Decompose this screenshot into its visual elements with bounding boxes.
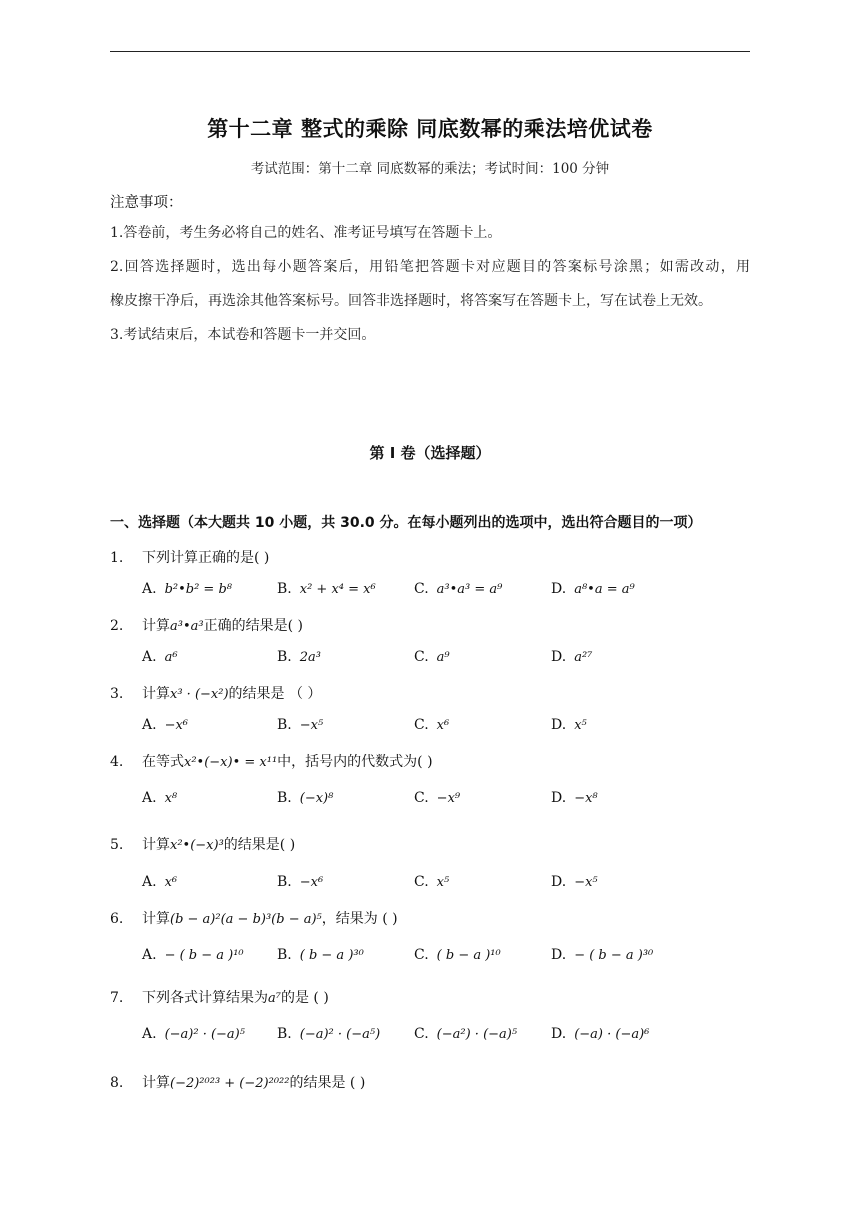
question-4: [110, 751, 433, 771]
question-stem-end: 的结果是 ( ): [289, 1075, 366, 1091]
option-a[interactable]: A. −x⁶: [142, 717, 188, 733]
question-2: [110, 615, 303, 635]
option-d[interactable]: D. −x⁵: [551, 874, 598, 890]
option-b[interactable]: B. x² + x⁴ = x⁶: [277, 581, 376, 597]
option-d[interactable]: D. a⁸•a = a⁹: [551, 581, 635, 597]
question-1: [110, 547, 269, 567]
option-a[interactable]: A. x⁸: [142, 790, 178, 806]
option-b[interactable]: B. 2a³: [277, 649, 321, 665]
question-stem: 计算: [142, 1075, 170, 1091]
question-stem-end: 正确的结果是( ): [203, 618, 303, 634]
question-8: [110, 1072, 365, 1092]
option-c[interactable]: C. −x⁹: [414, 790, 461, 806]
option-d[interactable]: D. a²⁷: [551, 649, 593, 665]
question-3: [110, 683, 321, 703]
question-number: 3.: [110, 686, 124, 702]
notice-item-2-cont: 橡皮擦干净后，再选涂其他答案标号。回答非选择题时，将答案写在答题卡上，写在试卷上无效。: [110, 293, 712, 309]
question-6: [110, 908, 398, 928]
question-stem-end: 中，括号内的代数式为( ): [277, 754, 433, 770]
notice-item-3: 3.考试结束后，本试卷和答题卡一并交回。: [110, 327, 376, 343]
question-expression: x²•(−x)• = x¹¹: [184, 755, 278, 770]
question-stem: 下列计算正确的是( ): [142, 550, 270, 566]
question-5: [110, 834, 295, 854]
question-expression: (b − a)²(a − b)³(b − a)⁵: [170, 912, 322, 927]
question-number: 1.: [110, 550, 124, 566]
notice-list: [110, 216, 750, 352]
option-b[interactable]: B. (−x)⁸: [277, 790, 334, 806]
notice-item-1: 1.答卷前，考生务必将自己的姓名、准考证号填写在答题卡上。: [110, 225, 502, 241]
option-c[interactable]: C. (−a²) · (−a)⁵: [414, 1026, 518, 1042]
question-stem: 计算: [142, 911, 170, 927]
question-stem: 下列各式计算结果为: [142, 990, 268, 1006]
question-stem: 计算: [142, 686, 170, 702]
option-a[interactable]: A. b²•b² = b⁸: [142, 581, 232, 597]
question-expression: a³•a³: [170, 619, 204, 634]
page-title: 第十二章 整式的乘除 同底数幂的乘法培优试卷: [207, 117, 653, 141]
notice-item-2: 2.回答选择题时，选出每小题答案后，用铅笔把答题卡对应题目的答案标号涂黑；如需改动，用: [110, 259, 750, 275]
question-number: 5.: [110, 837, 124, 853]
option-d[interactable]: D. (−a) · (−a)⁶: [551, 1026, 650, 1042]
option-c[interactable]: C. a⁹: [414, 649, 450, 665]
option-c[interactable]: C. x⁵: [414, 874, 450, 890]
question-stem-end: 的是 ( ): [280, 990, 329, 1006]
question-stem-end: ，结果为 ( ): [321, 911, 398, 927]
question-stem-end: 的结果是 （ ）: [228, 686, 322, 702]
question-number: 7.: [110, 990, 124, 1006]
option-c[interactable]: C. a³•a³ = a⁹: [414, 581, 503, 597]
question-stem: 计算: [142, 618, 170, 634]
question-number: 6.: [110, 911, 124, 927]
question-expression: (−2)²⁰²³ + (−2)²⁰²²: [170, 1076, 290, 1091]
question-expression: a⁷: [268, 991, 281, 1006]
option-b[interactable]: B. −x⁵: [277, 717, 324, 733]
notice-heading: 注意事项：: [110, 195, 183, 211]
question-7: [110, 987, 329, 1007]
question-number: 2.: [110, 618, 124, 634]
option-a[interactable]: A. a⁶: [142, 649, 178, 665]
option-d[interactable]: D. −x⁸: [551, 790, 598, 806]
question-expression: x²•(−x)³: [170, 838, 224, 853]
option-b[interactable]: B. ( b − a )³⁰: [277, 947, 364, 963]
option-a[interactable]: A. − ( b − a )¹⁰: [142, 947, 244, 963]
question-stem: 在等式: [142, 754, 184, 770]
question-number: 4.: [110, 754, 124, 770]
option-c[interactable]: C. ( b − a )¹⁰: [414, 947, 501, 963]
header-rule: [110, 51, 750, 52]
question-stem-end: 的结果是( ): [223, 837, 296, 853]
option-b[interactable]: B. (−a)² · (−a⁵): [277, 1026, 381, 1042]
exam-info: 考试范围：第十二章 同底数幂的乘法；考试时间：100 分钟: [250, 161, 610, 177]
option-a[interactable]: A. (−a)² · (−a)⁵: [142, 1026, 245, 1042]
option-b[interactable]: B. −x⁶: [277, 874, 324, 890]
question-number: 8.: [110, 1075, 124, 1091]
question-stem: 计算: [142, 837, 170, 853]
section-title: 第 I 卷（选择题）: [369, 444, 491, 462]
option-d[interactable]: D. x⁵: [551, 717, 587, 733]
question-expression: x³ · (−x²): [170, 687, 229, 702]
option-d[interactable]: D. − ( b − a )³⁰: [551, 947, 654, 963]
part-heading: 一、选择题（本大题共 10 小题，共 30.0 分。在每小题列出的选项中，选出符合题目的一项）: [110, 515, 702, 531]
option-c[interactable]: C. x⁶: [414, 717, 450, 733]
option-a[interactable]: A. x⁶: [142, 874, 178, 890]
